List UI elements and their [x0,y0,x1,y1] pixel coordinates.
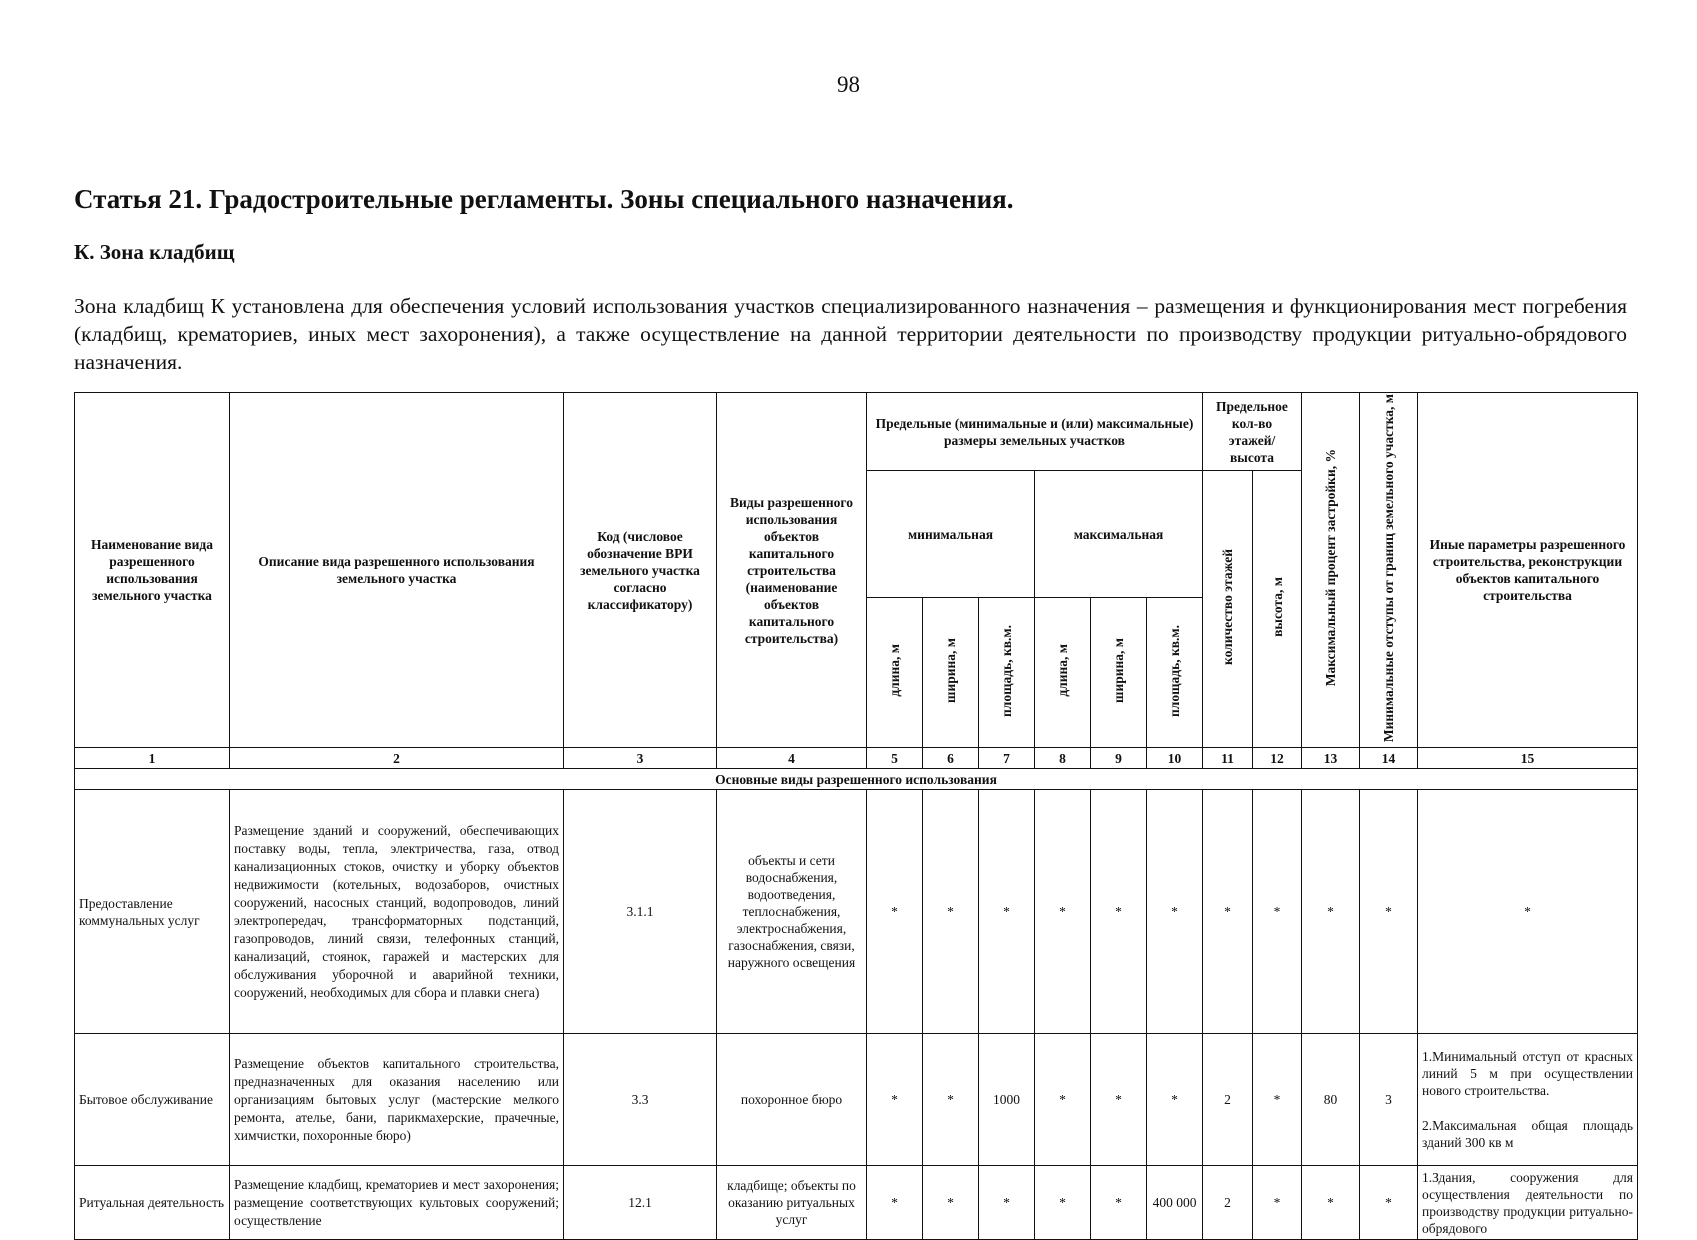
header-max-percent-text: Максимальный процент застройки, % [1323,449,1338,687]
page-number: 98 [837,72,860,97]
header-min-length [867,598,923,748]
regulations-table [74,392,1638,1240]
row-name: Предоставление коммунальных услуг [75,790,230,1034]
table-row [75,1034,1638,1166]
row-description: Размещение объектов капитального строительства, предназначенных для оказания населению или организациям бытовых услуг (мастерские мелкого ремонта, ателье, бани, парикмахерские, прачечные, химчистки, похоронные бюро) [230,1034,564,1166]
row-value: * [1253,790,1302,1034]
row-value: * [1035,790,1091,1034]
header-max-group: максимальная [1035,471,1203,598]
row-value: * [1035,1034,1091,1166]
column-number: 14 [1360,748,1418,769]
row-other-line: 1.Здания, сооружения для осуществления деятельности по производству продукции ритуально-обрядового [1422,1169,1633,1236]
column-number: 6 [923,748,979,769]
row-value: * [867,790,923,1034]
header-min-setback [1360,393,1418,748]
row-other [1418,1034,1638,1166]
column-number: 5 [867,748,923,769]
column-number: 1 [75,748,230,769]
intro-paragraph: Зона кладбищ К установлена для обеспечения условий использования участков специализированного назначения – размещения и функционирования мест погребения (кладбищ, крематориев, иных мест захоронения), а также осуществление на данной территории деятельности по производству продукции ритуально-обрядового назначения. [74,294,1627,374]
row-value: * [1360,1166,1418,1240]
header-min-group: минимальная [867,471,1035,598]
header-min-area-text: площадь, кв.м. [999,624,1014,717]
row-value: * [1091,790,1147,1034]
header-min-width [923,598,979,748]
row-other-line: 1.Минимальный отступ от красных линий 5 м при осуществлении нового строительства. [1422,1049,1633,1099]
column-number: 15 [1418,748,1638,769]
header-min-width-text: ширина, м [943,638,958,704]
row-name: Ритуальная деятельность [75,1166,230,1240]
header-max-area [1147,598,1203,748]
row-value: * [923,1034,979,1166]
row-other: * [1418,790,1638,1034]
header-objects: Виды разрешенного использования объектов капитального строительства (наименование объектов капитального строительства) [717,393,867,748]
header-max-width-text: ширина, м [1111,638,1126,704]
article-title: Статья 21. Градостроительные регламенты. Зоны специального назначения. [74,184,1014,214]
column-number-row [75,748,1638,769]
header-limits-group: Предельные (минимальные и (или) максимальные) размеры земельных участков [867,393,1203,471]
row-name: Бытовое обслуживание [75,1034,230,1166]
row-code: 3.3 [564,1034,717,1166]
row-objects: объекты и сети водоснабжения, водоотведения, теплоснабжения, электроснабжения, газоснабжения, связи, наружного освещения [717,790,867,1034]
row-value: * [1147,790,1203,1034]
header-min-setback-text: Минимальные отступы от границ земельного участка, м [1381,394,1396,743]
header-max-percent [1302,393,1360,748]
header-min-length-text: длина, м [887,644,902,697]
row-value: 80 [1302,1034,1360,1166]
column-number: 4 [717,748,867,769]
column-number: 9 [1091,748,1147,769]
header-min-area [979,598,1035,748]
row-description: Размещение кладбищ, крематориев и мест захоронения; размещение соответствующих культовых сооружений; осуществление [230,1166,564,1240]
column-number: 3 [564,748,717,769]
row-value: * [1253,1034,1302,1166]
header-max-area-text: площадь, кв.м. [1167,624,1182,717]
row-value: 2 [1203,1166,1253,1240]
row-value: * [1302,790,1360,1034]
row-code: 3.1.1 [564,790,717,1034]
column-number: 10 [1147,748,1203,769]
row-value: * [867,1166,923,1240]
header-code: Код (числовое обозначение ВРИ земельного участка согласно классификатору) [564,393,717,748]
section-title: Основные виды разрешенного использования [75,769,1638,790]
row-value: * [1203,790,1253,1034]
row-other-line: 2.Максимальная общая площадь зданий 300 кв м [1422,1118,1633,1151]
row-value: * [867,1034,923,1166]
row-value: 3 [1360,1034,1418,1166]
row-description: Размещение зданий и сооружений, обеспечивающих поставку воды, тепла, электричества, газа, отвод канализационных стоков, очистку и уборку объектов недвижимости (котельных, водозаборов, очистных сооружений, насосных станций, водопроводов, линий электропередач, трансформаторных подстанций, газопроводов, линий связи, телефонных станций, канализаций, стоянок, гаражей и мастерских для обслуживания уборочной и аварийной техники, сооружений, необходимых для сбора и плавки снега) [230,790,564,1034]
header-floors-group: Предельное кол-во этажей/ высота [1203,393,1302,471]
header-height-text: высота, м [1269,577,1285,638]
column-number: 8 [1035,748,1091,769]
header-max-width [1091,598,1147,748]
column-number: 7 [979,748,1035,769]
row-objects: похоронное бюро [717,1034,867,1166]
section-row [75,769,1638,790]
row-value: * [1302,1166,1360,1240]
row-value: 400 000 [1147,1166,1203,1240]
row-value: * [1035,1166,1091,1240]
zone-title: К. Зона кладбищ [74,240,235,264]
row-value: 2 [1203,1034,1253,1166]
row-code: 12.1 [564,1166,717,1240]
header-floors-text: количество этажей [1220,549,1235,666]
header-floors [1203,471,1253,748]
header-height [1253,471,1302,748]
header-other: Иные параметры разрешенного строительства, реконструкции объектов капитального строительства [1418,393,1638,748]
row-value: * [923,790,979,1034]
header-max-length [1035,598,1091,748]
column-number: 12 [1253,748,1302,769]
row-value: * [979,1166,1035,1240]
table-row [75,1166,1638,1240]
row-value: * [1147,1034,1203,1166]
row-value: * [1091,1034,1147,1166]
header-max-length-text: длина, м [1055,644,1070,697]
header-description: Описание вида разрешенного использования земельного участка [230,393,564,748]
row-value: * [1253,1166,1302,1240]
row-objects: кладбище; объекты по оказанию ритуальных услуг [717,1166,867,1240]
column-number: 11 [1203,748,1253,769]
row-value: * [923,1166,979,1240]
table-row [75,790,1638,1034]
row-value: 1000 [979,1034,1035,1166]
header-name: Наименование вида разрешенного использования земельного участка [75,393,230,748]
column-number: 13 [1302,748,1360,769]
column-number: 2 [230,748,564,769]
row-other [1418,1166,1638,1240]
row-value: * [979,790,1035,1034]
row-value: * [1360,790,1418,1034]
row-value: * [1091,1166,1147,1240]
